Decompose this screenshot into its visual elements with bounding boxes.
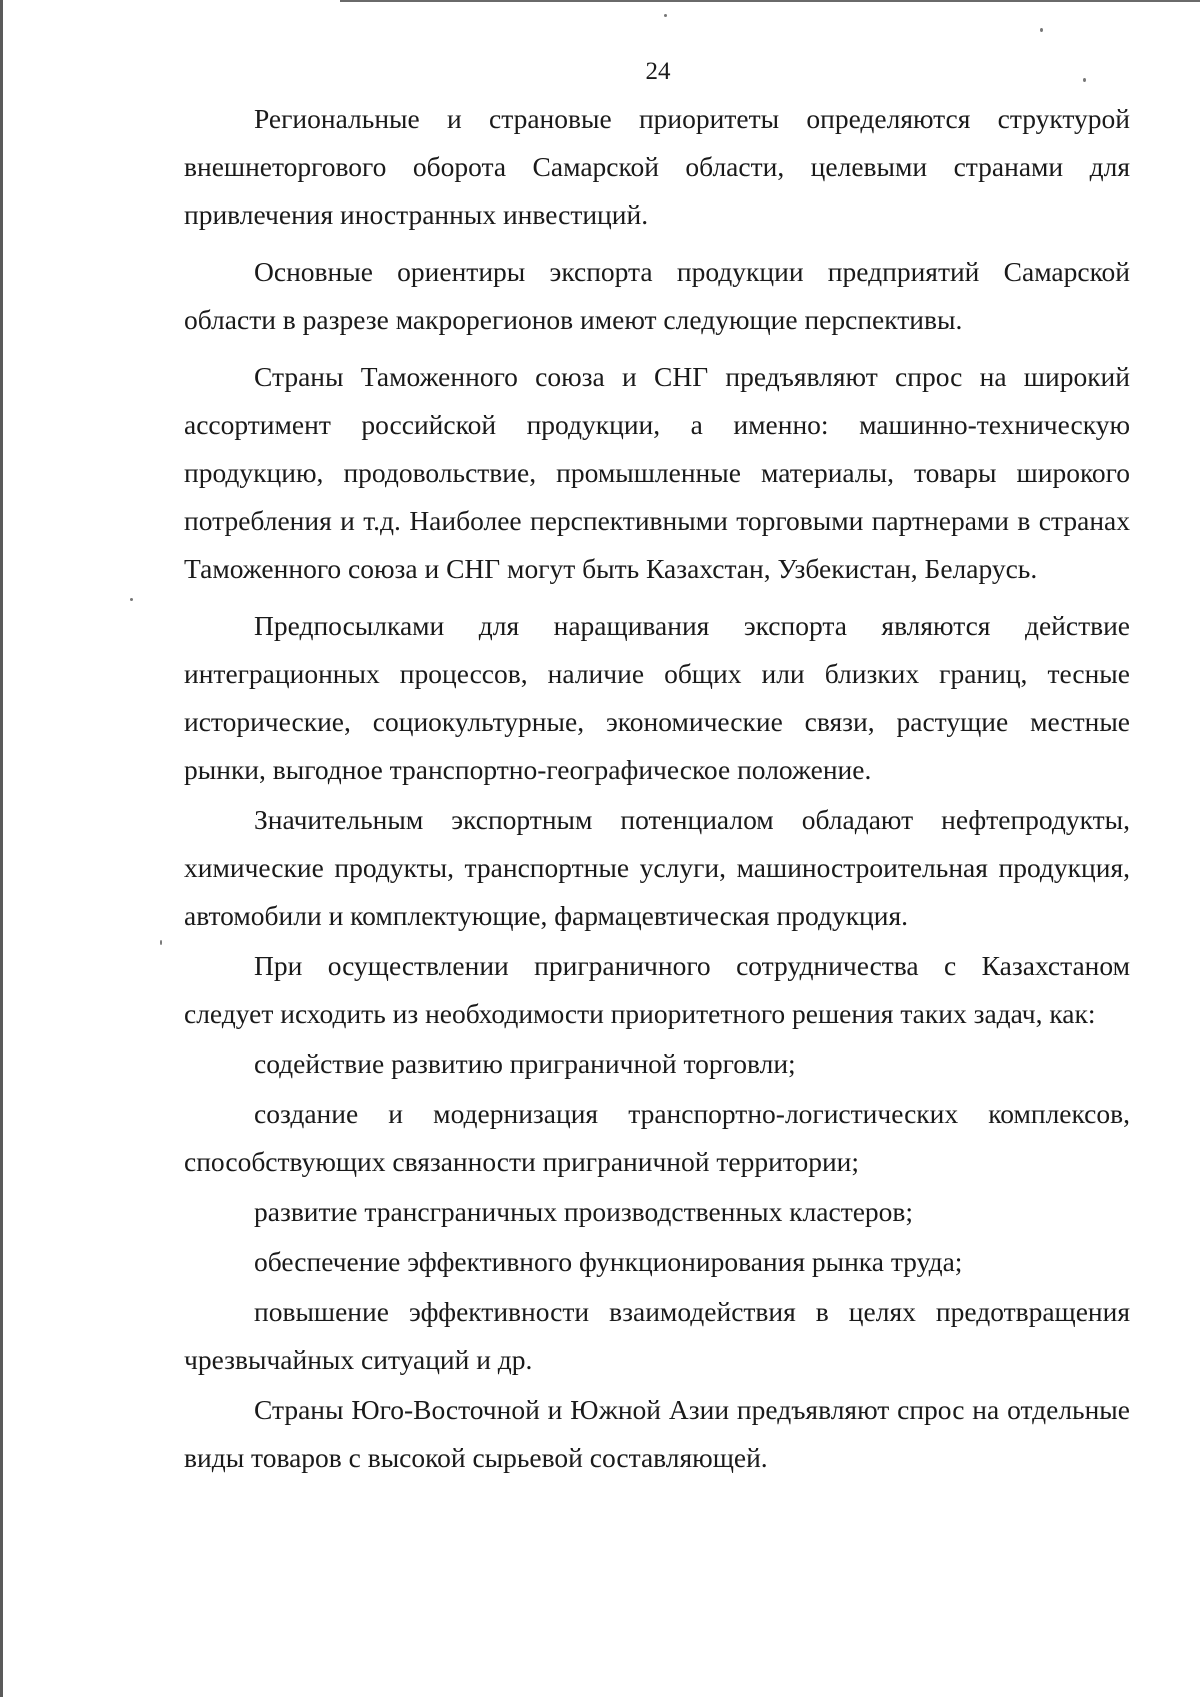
paragraph-regional-priorities: Региональные и страновые приоритеты определяются структурой внешнеторгового оборота Самарской области, целевыми странами для привлечения иностранных инвестиций.	[184, 103, 1130, 230]
list-item-labour-market: обеспечение эффективного функционирования рынка труда;	[254, 1246, 963, 1277]
scan-speck	[1040, 28, 1043, 32]
document-body	[184, 95, 1130, 1484]
scan-speck	[130, 598, 133, 601]
scan-edge-left	[0, 0, 3, 1697]
scan-speck	[664, 14, 667, 17]
paragraph-export-potential: Значительным экспортным потенциалом обладают нефтепродукты, химические продукты, транспортные услуги, машиностроительная продукция, автомобили и комплектующие, фармацевтическая продукция.	[184, 804, 1130, 931]
paragraph-south-east-asia: Страны Юго-Восточной и Южной Азии предъявляют спрос на отдельные виды товаров с высокой сырьевой составляющей.	[184, 1394, 1130, 1473]
paragraph-export-prerequisites: Предпосылками для наращивания экспорта являются действие интеграционных процессов, наличие общих или близких границ, тесные исторические, социокультурные, экономические связи, растущие местные рынки, выгодное транспортно-географическое положение.	[184, 610, 1130, 785]
scan-edge-top	[340, 0, 1200, 2]
list-item-border-trade: содействие развитию приграничной торговли;	[254, 1048, 796, 1079]
page-number: 24	[645, 58, 671, 85]
scan-speck	[160, 940, 162, 945]
paragraph-export-guidelines: Основные ориентиры экспорта продукции предприятий Самарской области в разрезе макрорегионов имеют следующие перспективы.	[184, 256, 1130, 335]
paragraph-customs-union: Страны Таможенного союза и СНГ предъявляют спрос на широкий ассортимент российской продукции, а именно: машинно-техническую продукцию, продовольствие, промышленные материалы, товары широкого потребления и т.д. Наиболее перспективными торговыми партнерами в странах Таможенного союза и СНГ могут быть Казахстан, Узбекистан, Беларусь.	[184, 361, 1130, 584]
list-item-logistics-complexes: создание и модернизация транспортно-логистических комплексов, способствующих связанности приграничной территории;	[184, 1098, 1130, 1177]
list-item-emergency-prevention: повышение эффективности взаимодействия в целях предотвращения чрезвычайных ситуаций и др.	[184, 1296, 1130, 1375]
paragraph-kazakhstan-cooperation: При осуществлении приграничного сотрудничества с Казахстаном следует исходить из необходимости приоритетного решения таких задач, как:	[184, 950, 1130, 1029]
list-item-production-clusters: развитие трансграничных производственных кластеров;	[254, 1196, 914, 1227]
